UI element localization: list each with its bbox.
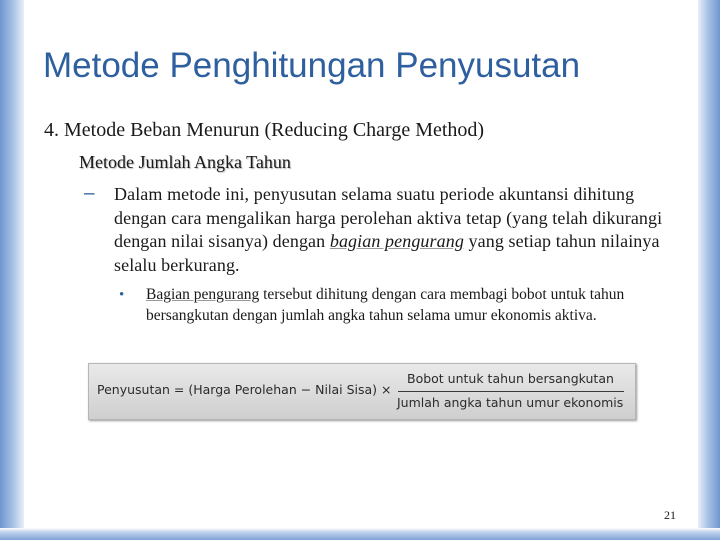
slide-title: Metode Penghitungan Penyusutan xyxy=(43,46,581,85)
formula-numerator: Bobot untuk tahun bersangkutan xyxy=(407,371,614,386)
paragraph-text-before: Dalam metode ini, penyusutan selama suatu periode akuntansi dihitung dengan cara mengalikan harga perolehan aktiva tetap (yang telah dikurangi dengan nilai sisanya) dengan xyxy=(114,184,663,251)
description-paragraph xyxy=(114,183,684,277)
bullet-paragraph xyxy=(146,284,676,326)
left-border xyxy=(0,0,24,540)
fraction-line xyxy=(398,391,624,392)
dot-bullet-marker: • xyxy=(119,287,125,303)
formula-denominator: Jumlah angka tahun umur ekonomis xyxy=(397,395,624,410)
right-border xyxy=(698,0,720,540)
page-number: 21 xyxy=(664,508,676,522)
bullet-term: Bagian pengurang xyxy=(146,286,260,303)
bottom-border xyxy=(0,528,720,540)
paragraph-text-after: yang setiap tahun nilainya selalu berkurang. xyxy=(114,231,660,275)
dash-bullet-marker: – xyxy=(84,183,95,204)
item-heading: 4. Metode Beban Menurun (Reducing Charge Method) xyxy=(44,119,485,141)
bullet-text-rest: tersebut dihitung dengan cara membagi bobot untuk tahun bersangkutan dengan jumlah angka tahun selama umur ekonomis aktiva. xyxy=(146,286,625,324)
sub-heading: Metode Jumlah Angka Tahun xyxy=(79,152,291,172)
paragraph-term: bagian pengurang xyxy=(329,231,464,251)
formula-lhs: Penyusutan = (Harga Perolehan − Nilai Sisa) × xyxy=(97,382,392,397)
formula-box xyxy=(88,363,636,420)
